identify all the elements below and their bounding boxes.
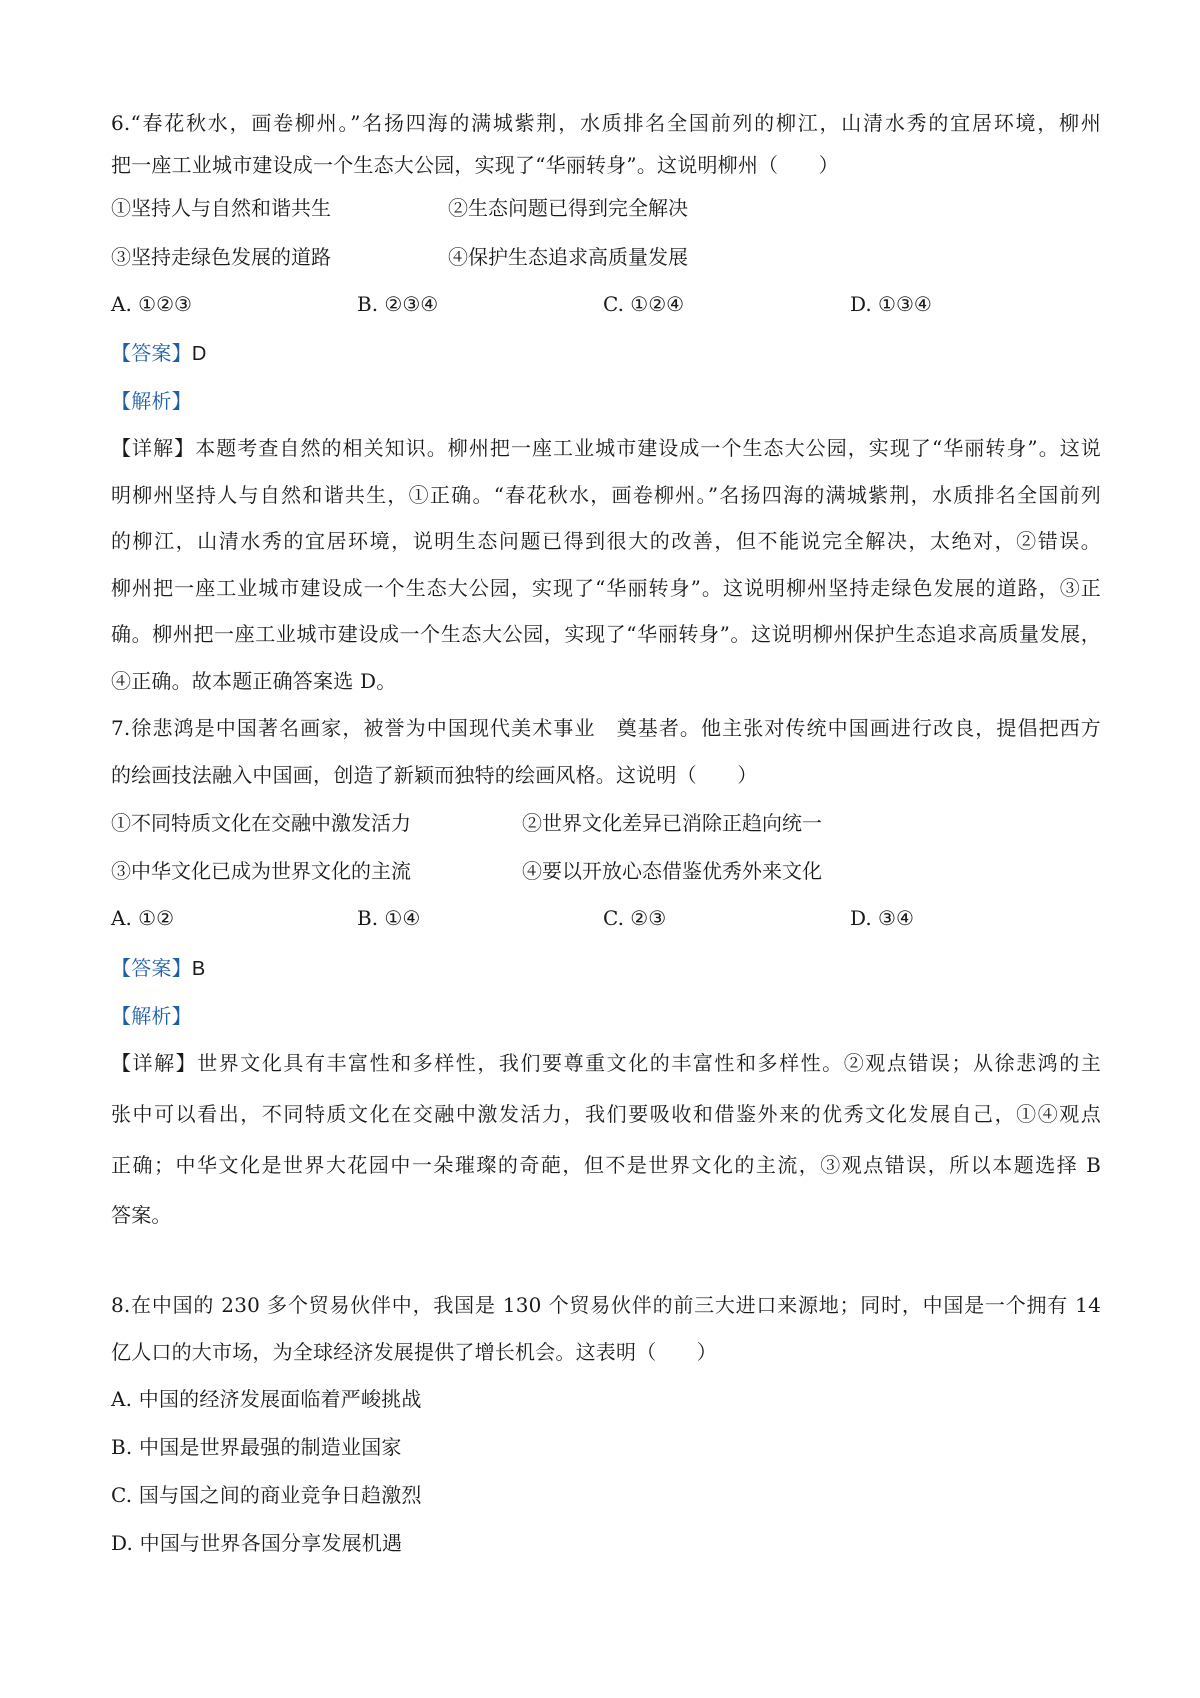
question-7-option-d: D. ③④	[850, 906, 914, 930]
question-7-answer-tag: 【答案】	[111, 956, 192, 980]
question-7-detail-line-2: 张中可以看出，不同特质文化在交融中激发活力，我们要吸收和借鉴外来的优秀文化发展自己，①④观点	[111, 1102, 1101, 1126]
question-7-statement-4: ④要以开放心态借鉴优秀外来文化	[522, 859, 822, 883]
question-6-statement-2: ②生态问题已得到完全解决	[448, 196, 688, 220]
question-7-option-c: C. ②③	[603, 906, 667, 930]
question-6-detail-line-6: ④正确。故本题正确答案选 D。	[111, 669, 397, 693]
question-6-analysis-tag: 【解析】	[111, 389, 192, 413]
question-6-statement-3: ③坚持走绿色发展的道路	[111, 245, 331, 269]
question-6-detail-text-1: 本题考查自然的相关知识。柳州把一座工业城市建设成一个生态大公园，实现了“华丽转身”。这说	[195, 436, 1101, 460]
question-7-detail-tag: 【详解】	[111, 1051, 198, 1075]
question-7-statement-1: ①不同特质文化在交融中激发活力	[111, 811, 411, 835]
question-6-detail-line-1	[111, 433, 1101, 463]
question-6-detail-line-3: 的柳江，山清水秀的宜居环境，说明生态问题已得到很大的改善，但不能说完全解决，太绝对，②错误。	[111, 529, 1101, 553]
question-6-option-b: B. ②③④	[357, 292, 439, 316]
question-7-detail-line-3: 正确；中华文化是世界大花园中一朵璀璨的奇葩，但不是世界文化的主流，③观点错误，所以本题选择 B	[111, 1153, 1101, 1177]
question-7-option-b: B. ①④	[357, 906, 421, 930]
question-7-detail-text-1: 世界文化具有丰富性和多样性，我们要尊重文化的丰富性和多样性。②观点错误；从徐悲鸿的主	[197, 1051, 1101, 1075]
question-6-option-c: C. ①②④	[603, 292, 685, 316]
question-7-detail-line-4: 答案。	[111, 1203, 172, 1227]
question-7-detail-line-1	[111, 1048, 1101, 1078]
question-6-stem-line-1: 6.“春花秋水，画卷柳州。”名扬四海的满城紫荆，水质排名全国前列的柳江，山清水秀的宜居环境，柳州	[111, 111, 1101, 135]
question-6-option-d: D. ①③④	[850, 292, 932, 316]
question-7-analysis-tag: 【解析】	[111, 1004, 192, 1028]
question-6-statement-4: ④保护生态追求高质量发展	[448, 245, 688, 269]
question-6-statement-1: ①坚持人与自然和谐共生	[111, 196, 331, 220]
question-8-option-a: A. 中国的经济发展面临着严峻挑战	[111, 1387, 422, 1411]
question-6-detail-tag: 【详解】	[111, 436, 196, 460]
question-7-statement-2: ②世界文化差异已消除正趋向统一	[522, 811, 822, 835]
question-6-detail-line-5: 确。柳州把一座工业城市建设成一个生态大公园，实现了“华丽转身”。这说明柳州保护生态追求高质量发展，	[111, 622, 1101, 646]
question-8-stem-line-1: 8.在中国的 230 多个贸易伙伴中，我国是 130 个贸易伙伴的前三大进口来源地；同时，中国是一个拥有 14	[111, 1293, 1101, 1317]
question-8-option-d: D. 中国与世界各国分享发展机遇	[111, 1531, 403, 1555]
question-6-detail-line-2: 明柳州坚持人与自然和谐共生，①正确。“春花秋水，画卷柳州。”名扬四海的满城紫荆，水质排名全国前列	[111, 483, 1101, 507]
question-8-option-c: C. 国与国之间的商业竞争日趋激烈	[111, 1483, 422, 1507]
question-7-statement-3: ③中华文化已成为世界文化的主流	[111, 859, 411, 883]
question-7-option-a: A. ①②	[111, 906, 175, 930]
question-6-detail-line-4: 柳州把一座工业城市建设成一个生态大公园，实现了“华丽转身”。这说明柳州坚持走绿色发展的道路，③正	[111, 576, 1101, 600]
question-7-stem-line-2: 的绘画技法融入中国画，创造了新颖而独特的绘画风格。这说明（ ）	[111, 763, 758, 787]
question-7-stem-line-1: 7.徐悲鸿是中国著名画家，被誉为中国现代美术事业 奠基者。他主张对传统中国画进行改良，提倡把西方	[111, 716, 1101, 740]
question-6-answer-value: D	[191, 343, 207, 365]
question-6-answer-tag: 【答案】	[111, 341, 192, 365]
question-6-answer	[111, 338, 206, 369]
question-8-option-b: B. 中国是世界最强的制造业国家	[111, 1435, 402, 1459]
question-6-option-a: A. ①②③	[111, 292, 192, 316]
question-8-stem-line-2: 亿人口的大市场，为全球经济发展提供了增长机会。这表明（ ）	[111, 1340, 717, 1364]
question-7-answer-value: B	[191, 958, 206, 980]
question-7-answer	[111, 953, 205, 984]
question-6-stem-line-2: 把一座工业城市建设成一个生态大公园，实现了“华丽转身”。这说明柳州（ ）	[111, 153, 839, 177]
